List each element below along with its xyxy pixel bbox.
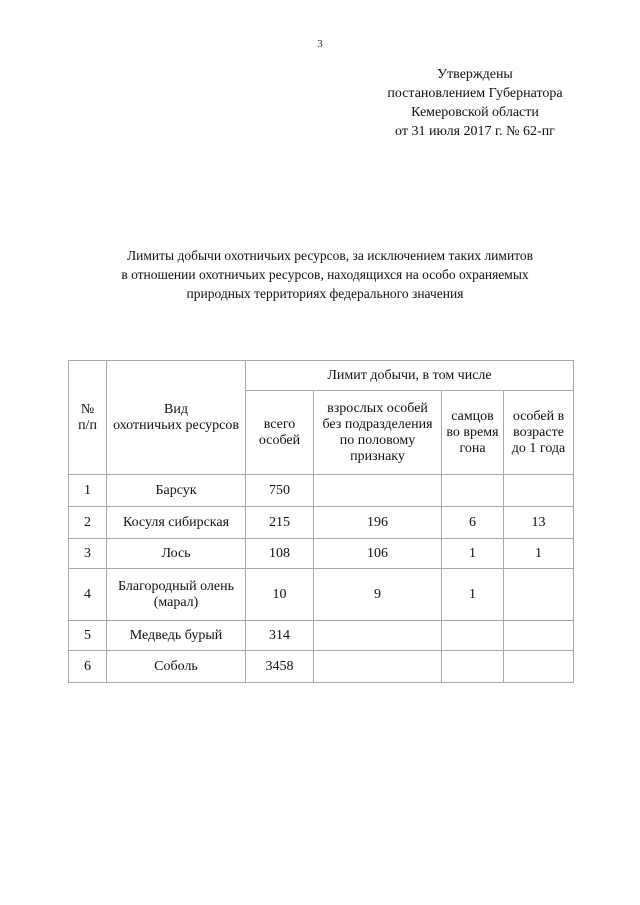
cell-number: 3 [69, 539, 107, 569]
limits-table [68, 360, 574, 683]
cell-males: 1 [442, 539, 504, 569]
cell-number: 5 [69, 621, 107, 651]
header-number: № п/п [69, 361, 107, 475]
table-row [69, 475, 574, 507]
approval-line-decree: постановлением Губернатора [387, 86, 563, 101]
approval-line-date: от 31 июля 2017 г. № 62-пг [395, 124, 555, 139]
header-species: Вид охотничьих ресурсов [107, 361, 246, 475]
table-row [69, 539, 574, 569]
approval-line-region: Кемеровской области [411, 105, 539, 120]
cell-young [504, 569, 574, 621]
cell-adults: 196 [314, 507, 442, 539]
cell-total: 314 [246, 621, 314, 651]
cell-total: 3458 [246, 651, 314, 683]
cell-species: Лось [107, 539, 246, 569]
cell-total: 10 [246, 569, 314, 621]
header-males: самцов во время гона [442, 391, 504, 475]
document-title [60, 246, 590, 303]
header-young: особей в возрасте до 1 года [504, 391, 574, 475]
header-row-top [69, 361, 574, 391]
cell-total: 215 [246, 507, 314, 539]
cell-young: 1 [504, 539, 574, 569]
table-row [69, 507, 574, 539]
cell-number: 2 [69, 507, 107, 539]
cell-males [442, 621, 504, 651]
cell-species: Барсук [107, 475, 246, 507]
cell-total: 750 [246, 475, 314, 507]
header-adults: взрослых особей без подразделения по половому признаку [314, 391, 442, 475]
cell-young: 13 [504, 507, 574, 539]
header-limit-group: Лимит добычи, в том числе [246, 361, 574, 391]
cell-number: 6 [69, 651, 107, 683]
header-total: всего особей [246, 391, 314, 475]
cell-total: 108 [246, 539, 314, 569]
cell-males: 1 [442, 569, 504, 621]
title-line-2: в отношении охотничьих ресурсов, находящихся на особо охраняемых [121, 267, 529, 282]
cell-adults [314, 621, 442, 651]
cell-adults [314, 651, 442, 683]
cell-species: Благородный олень (марал) [107, 569, 246, 621]
cell-males: 6 [442, 507, 504, 539]
table-row [69, 621, 574, 651]
cell-males [442, 651, 504, 683]
cell-species: Соболь [107, 651, 246, 683]
page-number: 3 [317, 38, 323, 50]
table-row [69, 569, 574, 621]
cell-males [442, 475, 504, 507]
cell-adults: 9 [314, 569, 442, 621]
cell-species: Косуля сибирская [107, 507, 246, 539]
cell-young [504, 475, 574, 507]
cell-number: 4 [69, 569, 107, 621]
cell-young [504, 651, 574, 683]
cell-species: Медведь бурый [107, 621, 246, 651]
cell-adults [314, 475, 442, 507]
approval-block [360, 65, 590, 141]
cell-young [504, 621, 574, 651]
title-line-3: природных территориях федерального значения [186, 286, 464, 301]
cell-adults: 106 [314, 539, 442, 569]
cell-number: 1 [69, 475, 107, 507]
table-row [69, 651, 574, 683]
approval-line-approved: Утверждены [437, 67, 513, 82]
title-line-1: Лимиты добычи охотничьих ресурсов, за исключением таких лимитов [126, 248, 534, 263]
